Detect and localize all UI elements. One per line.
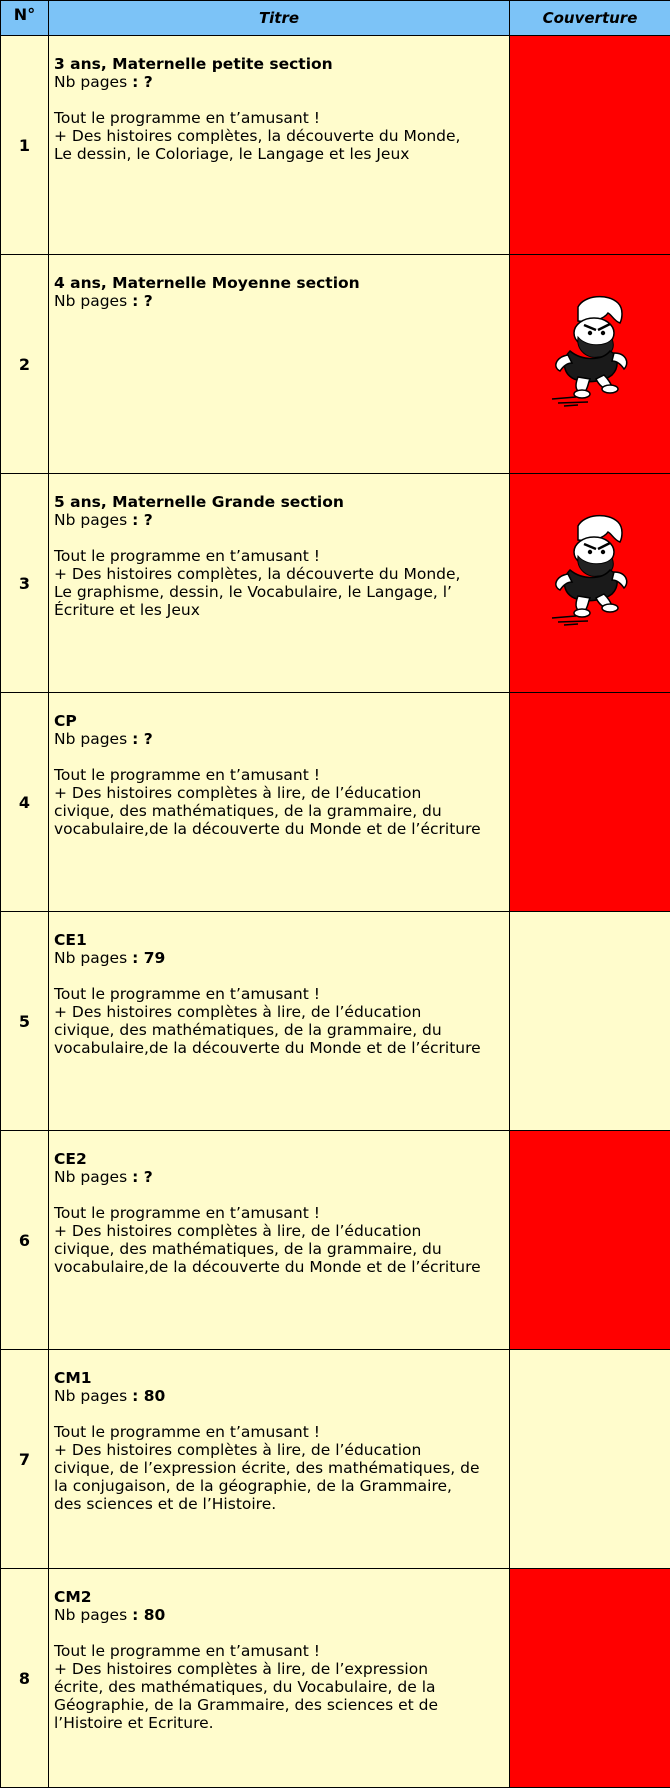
book-description <box>49 1131 510 1350</box>
row-number: 7 <box>1 1350 49 1569</box>
blurb-line: civique, des mathématiques, de la grammaire, du <box>54 1021 505 1039</box>
row-number: 8 <box>1 1569 49 1788</box>
pages-value: : ? <box>132 511 153 529</box>
pages-value: : 80 <box>132 1387 165 1405</box>
blurb-line: la conjugaison, de la géographie, de la Grammaire, <box>54 1477 505 1495</box>
header-title: Titre <box>49 1 510 36</box>
blurb-line: écrite, des mathématiques, du Vocabulaire, de la <box>54 1678 505 1696</box>
blurb-line: Le dessin, le Coloriage, le Langage et les Jeux <box>54 145 505 163</box>
blurb-line: + Des histoires complètes, la découverte du Monde, <box>54 565 505 583</box>
book-blurb <box>54 985 505 1057</box>
table-row <box>1 36 670 255</box>
pages-label: Nb pages <box>54 1387 127 1405</box>
cover-cell <box>510 693 670 912</box>
book-title: CM2 <box>54 1588 505 1606</box>
pages-label: Nb pages <box>54 1168 127 1186</box>
pages-value: : ? <box>132 1168 153 1186</box>
book-blurb <box>54 1204 505 1276</box>
cover-cell <box>510 912 670 1131</box>
pages-value: : 80 <box>132 1606 165 1624</box>
book-title: CM1 <box>54 1369 505 1387</box>
table-row <box>1 1569 670 1788</box>
table-row <box>1 1131 670 1350</box>
page-count <box>54 1168 505 1186</box>
pages-label: Nb pages <box>54 1606 127 1624</box>
book-blurb <box>54 547 505 619</box>
row-number: 4 <box>1 693 49 912</box>
blurb-intro: Tout le programme en t’amusant ! <box>54 985 505 1003</box>
book-blurb <box>54 766 505 838</box>
page-count <box>54 73 505 91</box>
book-description <box>49 255 510 474</box>
header-cover: Couverture <box>510 1 670 36</box>
angry-smurf-icon <box>548 293 632 409</box>
blurb-line: Géographie, de la Grammaire, des sciences et de <box>54 1696 505 1714</box>
book-title: CE2 <box>54 1150 505 1168</box>
blurb-intro: Tout le programme en t’amusant ! <box>54 766 505 784</box>
book-title: 3 ans, Maternelle petite section <box>54 55 505 73</box>
book-title: CP <box>54 712 505 730</box>
row-number: 5 <box>1 912 49 1131</box>
pages-label: Nb pages <box>54 73 127 91</box>
blurb-line: civique, des mathématiques, de la grammaire, du <box>54 1240 505 1258</box>
cover-cell <box>510 1569 670 1788</box>
pages-label: Nb pages <box>54 292 127 310</box>
blurb-line: Écriture et les Jeux <box>54 601 505 619</box>
pages-value: : ? <box>132 292 153 310</box>
pages-value: : ? <box>132 73 153 91</box>
page-count <box>54 292 505 310</box>
blurb-line: vocabulaire,de la découverte du Monde et de l’écriture <box>54 1039 505 1057</box>
book-title: CE1 <box>54 931 505 949</box>
book-title: 5 ans, Maternelle Grande section <box>54 493 505 511</box>
book-description <box>49 693 510 912</box>
blurb-line: + Des histoires complètes à lire, de l’expression <box>54 1660 505 1678</box>
book-description <box>49 474 510 693</box>
table-row <box>1 255 670 474</box>
blurb-line: l’Histoire et Ecriture. <box>54 1714 505 1732</box>
blurb-line: des sciences et de l’Histoire. <box>54 1495 505 1513</box>
blurb-intro: Tout le programme en t’amusant ! <box>54 1204 505 1222</box>
page-count <box>54 1387 505 1405</box>
header-number: N° <box>1 1 49 36</box>
book-description <box>49 1569 510 1788</box>
angry-smurf-icon <box>548 512 632 628</box>
blurb-line: vocabulaire,de la découverte du Monde et de l’écriture <box>54 1258 505 1276</box>
page-count <box>54 730 505 748</box>
book-blurb <box>54 1642 505 1732</box>
page-count <box>54 949 505 967</box>
cover-cell <box>510 255 670 474</box>
blurb-line: + Des histoires complètes à lire, de l’éducation <box>54 1222 505 1240</box>
table-row <box>1 912 670 1131</box>
blurb-intro: Tout le programme en t’amusant ! <box>54 1642 505 1660</box>
blurb-line: + Des histoires complètes à lire, de l’éducation <box>54 784 505 802</box>
blurb-line: Le graphisme, dessin, le Vocabulaire, le Langage, l’ <box>54 583 505 601</box>
cover-cell <box>510 474 670 693</box>
pages-value: : 79 <box>132 949 165 967</box>
book-blurb <box>54 109 505 163</box>
pages-label: Nb pages <box>54 949 127 967</box>
blurb-line: + Des histoires complètes à lire, de l’éducation <box>54 1003 505 1021</box>
cover-cell <box>510 1350 670 1569</box>
pages-label: Nb pages <box>54 730 127 748</box>
book-description <box>49 912 510 1131</box>
book-blurb <box>54 1423 505 1513</box>
header-row <box>1 1 670 36</box>
cover-cell <box>510 36 670 255</box>
row-number: 6 <box>1 1131 49 1350</box>
pages-label: Nb pages <box>54 511 127 529</box>
row-number: 3 <box>1 474 49 693</box>
book-description <box>49 36 510 255</box>
blurb-intro: Tout le programme en t’amusant ! <box>54 1423 505 1441</box>
row-number: 1 <box>1 36 49 255</box>
table-row <box>1 1350 670 1569</box>
blurb-intro: Tout le programme en t’amusant ! <box>54 547 505 565</box>
table-row <box>1 474 670 693</box>
cover-cell <box>510 1131 670 1350</box>
page-count <box>54 511 505 529</box>
blurb-line: + Des histoires complètes à lire, de l’éducation <box>54 1441 505 1459</box>
blurb-line: civique, des mathématiques, de la grammaire, du <box>54 802 505 820</box>
row-number: 2 <box>1 255 49 474</box>
page-count <box>54 1606 505 1624</box>
book-title: 4 ans, Maternelle Moyenne section <box>54 274 505 292</box>
blurb-intro: Tout le programme en t’amusant ! <box>54 109 505 127</box>
blurb-line: civique, de l’expression écrite, des mathématiques, de <box>54 1459 505 1477</box>
pages-value: : ? <box>132 730 153 748</box>
book-description <box>49 1350 510 1569</box>
blurb-line: vocabulaire,de la découverte du Monde et de l’écriture <box>54 820 505 838</box>
blurb-line: + Des histoires complètes, la découverte du Monde, <box>54 127 505 145</box>
table-row <box>1 693 670 912</box>
